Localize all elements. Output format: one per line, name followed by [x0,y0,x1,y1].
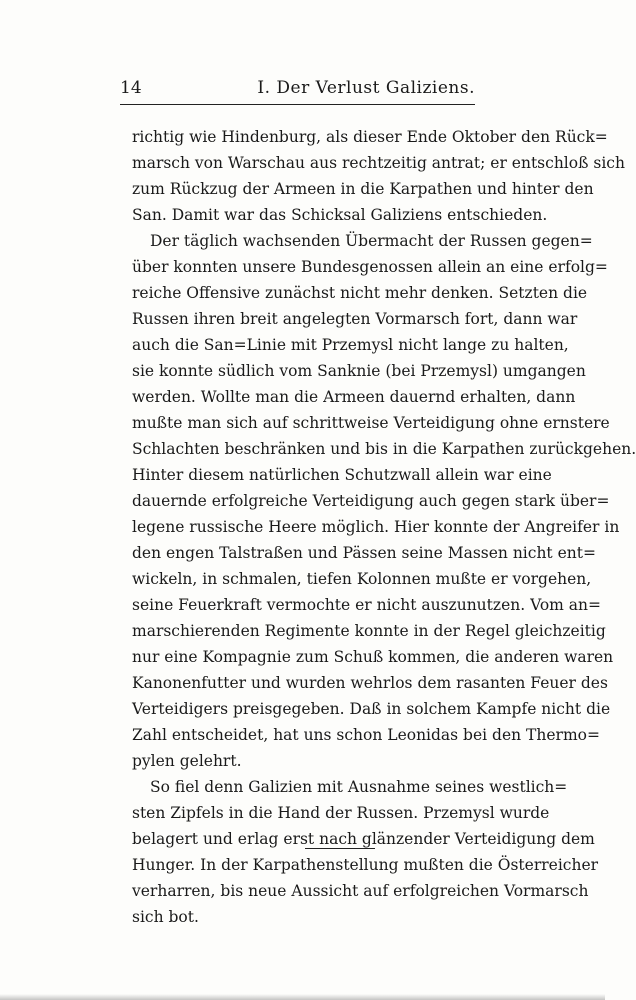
running-title: I. Der Verlust Galiziens. [257,78,475,98]
text-line: sie konnte südlich vom Sanknie (bei Przemysl) umgangen [132,362,586,380]
text-line: Russen ihren breit angelegten Vormarsch fort, dann war [132,310,578,328]
text-line: reiche Offensive zunächst nicht mehr denken. Setzten die [132,284,588,302]
text-line: Verteidigers preisgegeben. Daß in solchem Kampfe nicht die [132,700,611,718]
scan-edge-shadow [0,994,605,1000]
header-rule [120,104,475,105]
text-line: San. Damit war das Schicksal Galiziens entschieden. [132,206,548,224]
text-line: marsch von Warschau aus rechtzeitig antrat; er entschloß sich [132,154,625,172]
text-line: Kanonenfutter und wurden wehrlos dem rasanten Feuer des [132,674,608,692]
text-line: nur eine Kompagnie zum Schuß kommen, die anderen waren [132,648,614,666]
text-line: Zahl entscheidet, hat uns schon Leonidas bei den Thermo= [132,726,600,744]
section-end-rule [305,848,375,849]
text-line: über konnten unsere Bundesgenossen allein an eine erfolg= [132,258,608,276]
text-line: dauernde erfolgreiche Verteidigung auch gegen stark über= [132,492,610,510]
text-line: auch die San=Linie mit Przemysl nicht lange zu halten, [132,336,569,354]
text-line: seine Feuerkraft vermochte er nicht auszunutzen. Vom an= [132,596,602,614]
text-line: legene russische Heere möglich. Hier konnte der Angreifer in [132,518,620,536]
text-line: Hunger. In der Karpathenstellung mußten die Österreicher [132,856,599,874]
page-number: 14 [120,78,142,98]
text-line: mußte man sich auf schrittweise Verteidigung ohne ernstere [132,414,610,432]
text-line: wickeln, in schmalen, tiefen Kolonnen mußte er vorgehen, [132,570,592,588]
text-line: sich bot. [132,908,199,926]
text-line: So fiel denn Galizien mit Ausnahme seines westlich= [150,778,568,796]
text-line: Hinter diesem natürlichen Schutzwall allein war eine [132,466,552,484]
page-header [120,74,475,102]
text-line: Der täglich wachsenden Übermacht der Russen gegen= [150,232,593,250]
text-line: werden. Wollte man die Armeen dauernd erhalten, dann [132,388,576,406]
text-line: richtig wie Hindenburg, als dieser Ende Oktober den Rück= [132,128,608,146]
text-line: zum Rückzug der Armeen in die Karpathen und hinter den [132,180,594,198]
text-line: verharren, bis neue Aussicht auf erfolgreichen Vormarsch [132,882,589,900]
text-line: sten Zipfels in die Hand der Russen. Przemysl wurde [132,804,550,822]
body-text [132,124,636,930]
text-line: belagert und erlag erst nach glänzender Verteidigung dem [132,830,595,848]
text-line: marschierenden Regimente konnte in der Regel gleichzeitig [132,622,606,640]
text-line: Schlachten beschränken und bis in die Karpathen zurückgehen. [132,440,636,458]
text-line: pylen gelehrt. [132,752,242,770]
text-line: den engen Talstraßen und Pässen seine Massen nicht ent= [132,544,596,562]
